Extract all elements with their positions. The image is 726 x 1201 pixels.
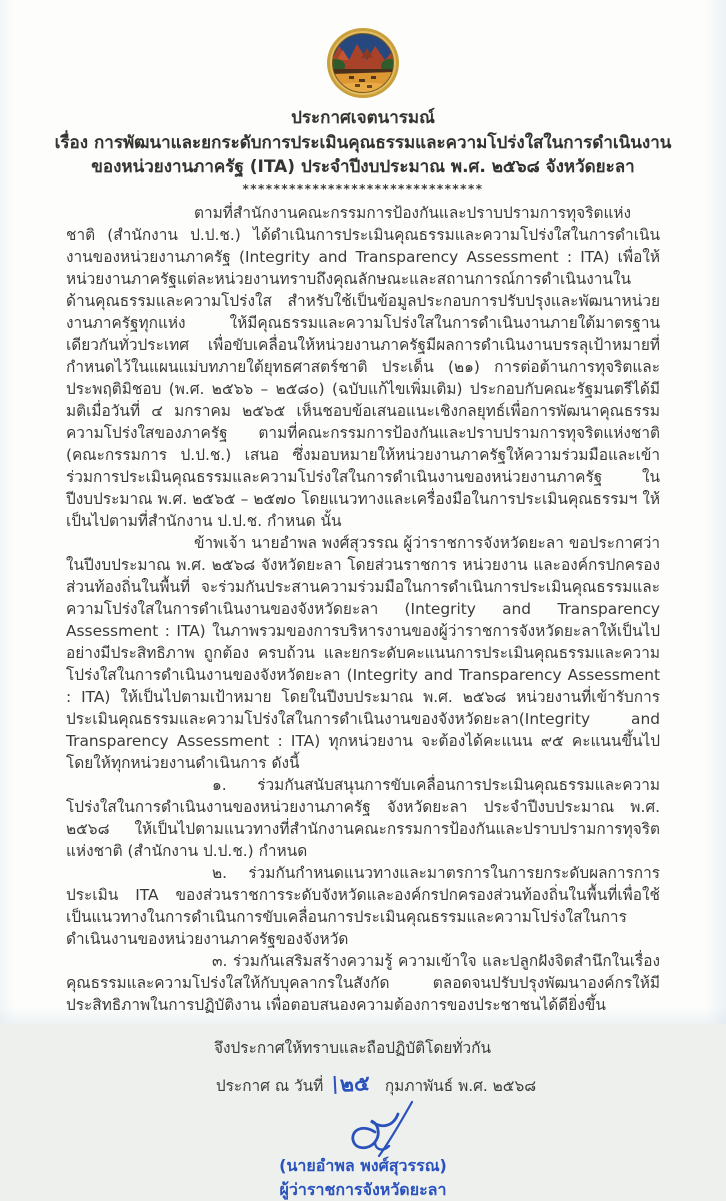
signature-ink [34,1100,726,1158]
document-subject-line2: ของหน่วยงานภาครัฐ (ITA) ประจำปีงบประมาณ พ.ศ. ๒๕๖๘ จังหวัดยะลา [91,157,635,177]
signer-name: (นายอำพล พงศ์สุวรรณ) [279,1156,447,1175]
date-suffix: กุมภาพันธ์ พ.ศ. ๒๕๖๘ [384,1077,537,1095]
proclamation-date-line [0,1073,726,1098]
paragraph-declaration: ข้าพเจ้า นายอำพล พงศ์สุวรรณ ผู้ว่าราชการจังหวัดยะลา ขอประกาศว่า ในปีงบประมาณ พ.ศ. ๒๕๖๘ จังหวัดยะลา โดยส่วนราชการ หน่วยงาน และองค์กรปกครองส่วนท้องถิ่นในพื้นที่ จะร่วมกันประสานความร่วมมือในการดำเนินการประเมินคุณธรรมและความโปร่งใสในการดำเนินงานของจังหวัดยะลา (Integrity and Transparency Assessment : ITA) ในภาพรวมของการบริหารงานของผู้ว่าราชการจังหวัดยะลาให้เป็นไปอย่างมีประสิทธิภาพ ถูกต้อง ครบถ้วน และยกระดับคะแนนการประเมินคุณธรรมและความโปร่งใสในการดำเนินงานของจังหวัดยะลา (Integrity and Transparency Assessment : ITA) ให้เป็นไปตามเป้าหมาย โดยในปีงบประมาณ พ.ศ. ๒๕๖๘ หน่วยงานที่เข้ารับการประเมินคุณธรรมและความโปร่งใสในการดำเนินงานของจังหวัดยะลา(Integrity and Transparency Assessment : ITA) ทุกหน่วยงาน จะต้องได้คะแนน ๙๕ คะแนนขึ้นไป โดยให้ทุกหน่วยงานดำเนินการ ดังนี้ [66,534,660,772]
yala-provincial-seal-icon [325,26,401,100]
signature-block [0,1100,726,1201]
paragraph-preamble: ตามที่สำนักงานคณะกรรมการป้องกันและปราบปรามการทุจริตแห่งชาติ (สำนักงาน ป.ป.ช.) ได้ดำเนินการประเมินคุณธรรมและความโปร่งใสในการดำเนินงานของหน่วยงานภาครัฐ (Integrity and Transparency Assessment : ITA) เพื่อให้หน่วยงานภาครัฐแต่ละหน่วยงานทราบถึงคุณลักษณะและสถานการณ์การดำเนินงานในด้านคุณธรรมและความโปร่งใส สำหรับใช้เป็นข้อมูลประกอบการปรับปรุงและพัฒนาหน่วยงานภาครัฐทุกแห่ง ให้มีคุณธรรมและความโปร่งใสในการดำเนินงานภายใต้มาตรฐานเดียวกันทั่วประเทศ เพื่อขับเคลื่อนให้หน่วยงานภาครัฐมีผลการดำเนินงานบรรลุเป้าหมายที่กำหนดไว้ในแผนแม่บทภายใต้ยุทธศาสตร์ชาติ ประเด็น (๒๑) การต่อต้านการทุจริตและประพฤติมิชอบ (พ.ศ. ๒๕๖๖ – ๒๕๘๐) (ฉบับแก้ไขเพิ่มเติม) ประกอบกับคณะรัฐมนตรีได้มีมติเมื่อวันที่ ๔ มกราคม ๒๕๖๕ เห็นชอบข้อเสนอแนะเชิงกลยุทธ์เพื่อการพัฒนาคุณธรรมความโปร่งใสของภาครัฐ ตามที่คณะกรรมการป้องกันและปราบปรามการทุจริตแห่งชาติ (คณะกรรมการ ป.ป.ช.) เสนอ ซึ่งมอบหมายให้หน่วยงานภาครัฐให้ความร่วมมือและเข้าร่วมการประเมินคุณธรรมและความโปร่งใสในการดำเนินงานของหน่วยงานภาครัฐ ในปีงบประมาณ พ.ศ. ๒๕๖๕ – ๒๕๗๐ โดยแนวทางและเครื่องมือในการประเมินคุณธรรมฯ ให้เป็นไปตามที่สำนักงาน ป.ป.ช. กำหนด นั้น [66,204,660,530]
document-body [66,202,660,1059]
signer-position: ผู้ว่าราชการจังหวัดยะลา [279,1180,447,1199]
document-title: ประกาศเจตนารมณ์ [291,108,435,128]
emblem-container [0,0,726,100]
divider-asterisks: ******************************* [242,182,484,196]
list-item-1: ๑. ร่วมกันสนับสนุนการขับเคลื่อนการประเมินคุณธรรมและความโปร่งใสในการดำเนินงานของหน่วยงานภาครัฐ จังหวัดยะลา ประจำปีงบประมาณ พ.ศ. ๒๕๖๘ ให้เป็นไปตามแนวทางที่สำนักงานคณะกรรมการป้องกันและปราบปรามการทุจริตแห่งชาติ (สำนักงาน ป.ป.ช.) กำหนด [66,776,660,860]
document-header [0,106,726,196]
document-subject-line1: เรื่อง การพัฒนาและยกระดับการประเมินคุณธรรมและความโปร่งใสในการดำเนินงาน [54,133,672,153]
list-item-2: ๒. ร่วมกันกำหนดแนวทางและมาตรการในการยกระดับผลการการประเมิน ITA ของส่วนราชการระดับจังหวัดและองค์กรปกครองส่วนท้องถิ่นในพื้นที่เพื่อใช้เป็นแนวทางในการดำเนินการขับเคลื่อนการประเมินคุณธรรมและความโปร่งใสในการดำเนินงานของหน่วยงานภาครัฐของจังหวัด [66,864,660,948]
list-item-3: ๓. ร่วมกันเสริมสร้างความรู้ ความเข้าใจ และปลูกฝังจิตสำนึกในเรื่องคุณธรรมและความโปร่งใสให้กับบุคลากรในสังกัด ตลอดจนปรับปรุงพัฒนาองค์กรให้มีประสิทธิภาพในการปฏิบัติงาน เพื่อตอบสนองความต้องการของประชาชนได้ดียิ่งขึ้น [66,952,660,1014]
handwritten-signature-icon [315,1100,445,1158]
handwritten-day: ๒๕ [334,1074,371,1094]
date-prefix: ประกาศ ณ วันที่ [215,1077,324,1095]
closing-statement: จึงประกาศให้ทราบและถือปฏิบัติโดยทั่วกัน [214,1039,492,1057]
